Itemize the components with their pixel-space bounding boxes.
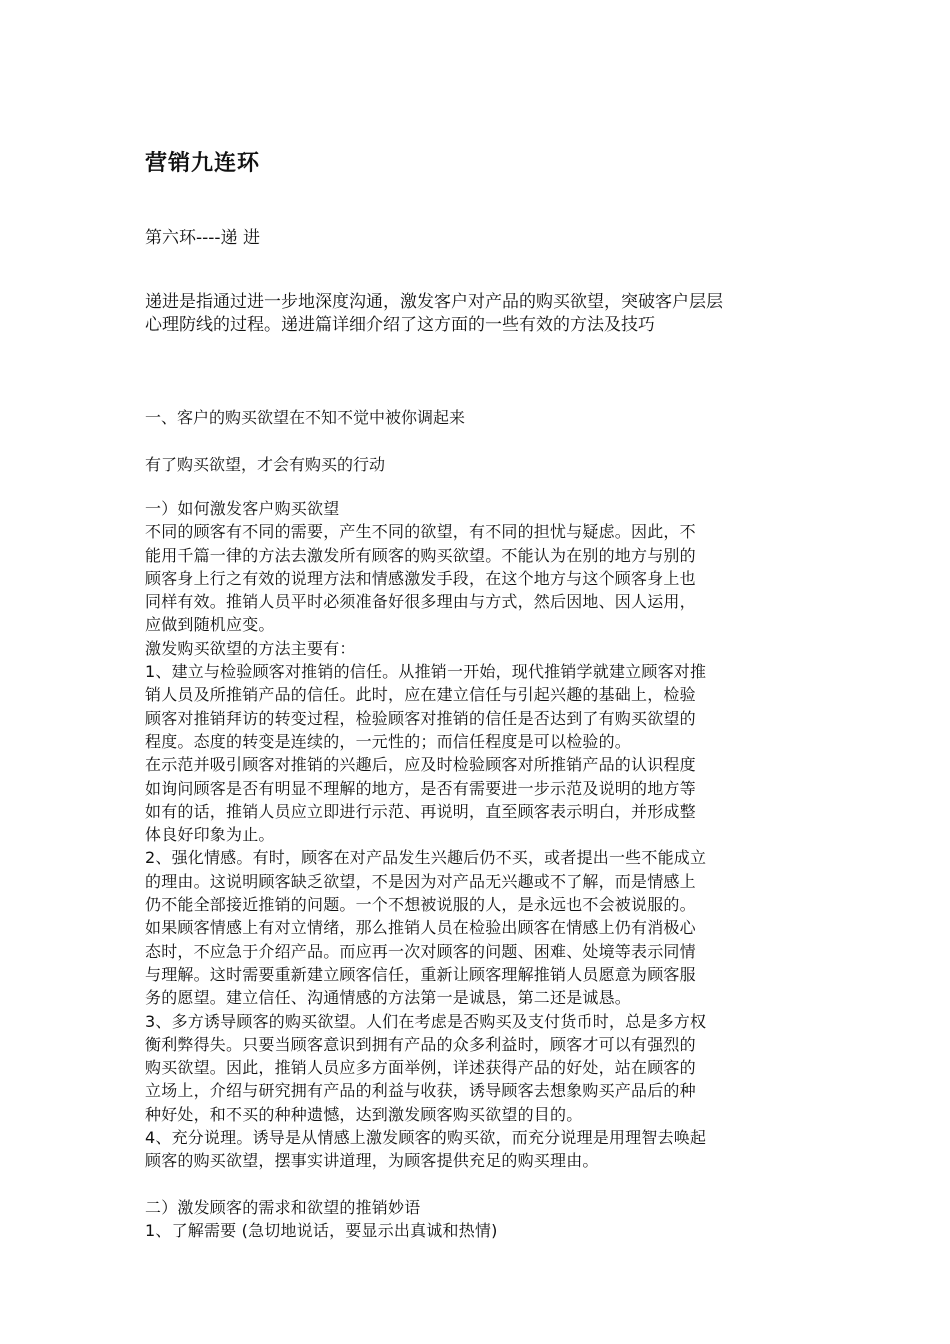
body-line: 仍不能全部接近推销的问题。一个不想被说服的人，是永远也不会被说服的。 xyxy=(145,895,696,915)
body-line: 的理由。这说明顾客缺乏欲望，不是因为对产品无兴趣或不了解，而是情感上 xyxy=(145,871,696,891)
body-line: 3、多方诱导顾客的购买欲望。人们在考虑是否购买及支付货币时，总是多方权 xyxy=(145,1011,707,1031)
intro-paragraph xyxy=(145,291,810,337)
body-line: 顾客的购买欲望，摆事实讲道理，为顾客提供充足的购买理由。 xyxy=(145,1151,599,1171)
body-line: 4、充分说理。诱导是从情感上激发顾客的购买欲，而充分说理是用理智去唤起 xyxy=(145,1128,707,1148)
body-line: 激发购买欲望的方法主要有： xyxy=(145,638,356,658)
body-line: 衡利弊得失。只要当顾客意识到拥有产品的众多利益时，顾客才可以有强烈的 xyxy=(145,1034,696,1054)
body-line: 务的愿望。建立信任、沟通情感的方法第一是诚恳，第二还是诚恳。 xyxy=(145,988,632,1008)
body-line: 立场上，介绍与研究拥有产品的利益与收获，诱导顾客去想象购买产品后的种 xyxy=(145,1081,696,1101)
section-subline: 有了购买欲望，才会有购买的行动 xyxy=(145,455,386,474)
intro-line: 递进是指通过进一步地深度沟通，激发客户对产品的购买欲望，突破客户层层 xyxy=(145,292,723,312)
body-line: 态时，不应急于介绍产品。而应再一次对顾客的问题、困难、处境等表示同情 xyxy=(145,941,696,961)
body-line: 种好处，和不买的种种遗憾，达到激发顾客购买欲望的目的。 xyxy=(145,1104,583,1124)
body-line: 购买欲望。因此，推销人员应多方面举例，详述获得产品的好处，站在顾客的 xyxy=(145,1058,696,1078)
body-line: 如有的话，推销人员应立即进行示范、再说明，直至顾客表示明白，并形成整 xyxy=(145,801,696,821)
body-line: 2、强化情感。有时，顾客在对产品发生兴趣后仍不买，或者提出一些不能成立 xyxy=(145,848,707,868)
chapter-subtitle: 第六环----递 进 xyxy=(145,228,260,248)
page-title: 营销九连环 xyxy=(145,151,261,176)
body-line: 应做到随机应变。 xyxy=(145,615,275,635)
body-text xyxy=(145,497,810,1243)
body-line: 销人员及所推销产品的信任。此时，应在建立信任与引起兴趣的基础上，检验 xyxy=(145,685,696,705)
body-line: 1、建立与检验顾客对推销的信任。从推销一开始，现代推销学就建立顾客对推 xyxy=(145,662,707,682)
body-line: 顾客身上行之有效的说理方法和情感激发手段，在这个地方与这个顾客身上也 xyxy=(145,568,696,588)
body-line: 1、了解需要 (急切地说话，要显示出真诚和热情) xyxy=(145,1221,498,1241)
blank-line xyxy=(145,1173,810,1196)
body-line: 不同的顾客有不同的需要，产生不同的欲望，有不同的担忧与疑虑。因此，不 xyxy=(145,522,696,542)
body-line: 如果顾客情感上有对立情绪，那么推销人员在检验出顾客在情感上仍有消极心 xyxy=(145,918,696,938)
body-line: 体良好印象为止。 xyxy=(145,825,275,845)
body-line: 程度。态度的转变是连续的，一元性的；而信任程度是可以检验的。 xyxy=(145,731,632,751)
body-line: 顾客对推销拜访的转变过程，检验顾客对推销的信任是否达到了有购买欲望的 xyxy=(145,708,696,728)
body-line: 如询问顾客是否有明显不理解的地方，是否有需要进一步示范及说明的地方等 xyxy=(145,778,696,798)
body-line: 在示范并吸引顾客对推销的兴趣后，应及时检验顾客对所推销产品的认识程度 xyxy=(145,755,696,775)
body-line: 能用千篇一律的方法去激发所有顾客的购买欲望。不能认为在别的地方与别的 xyxy=(145,545,696,565)
body-line: 一）如何激发客户购买欲望 xyxy=(145,499,340,518)
body-line: 同样有效。推销人员平时必须准备好很多理由与方式，然后因地、因人运用， xyxy=(145,592,696,612)
section-heading: 一、客户的购买欲望在不知不觉中被你调起来 xyxy=(145,408,466,427)
body-line: 二）激发顾客的需求和欲望的推销妙语 xyxy=(145,1197,421,1217)
body-line: 与理解。这时需要重新建立顾客信任，重新让顾客理解推销人员愿意为顾客服 xyxy=(145,964,696,984)
intro-line: 心理防线的过程。递进篇详细介绍了这方面的一些有效的方法及技巧 xyxy=(145,315,655,335)
